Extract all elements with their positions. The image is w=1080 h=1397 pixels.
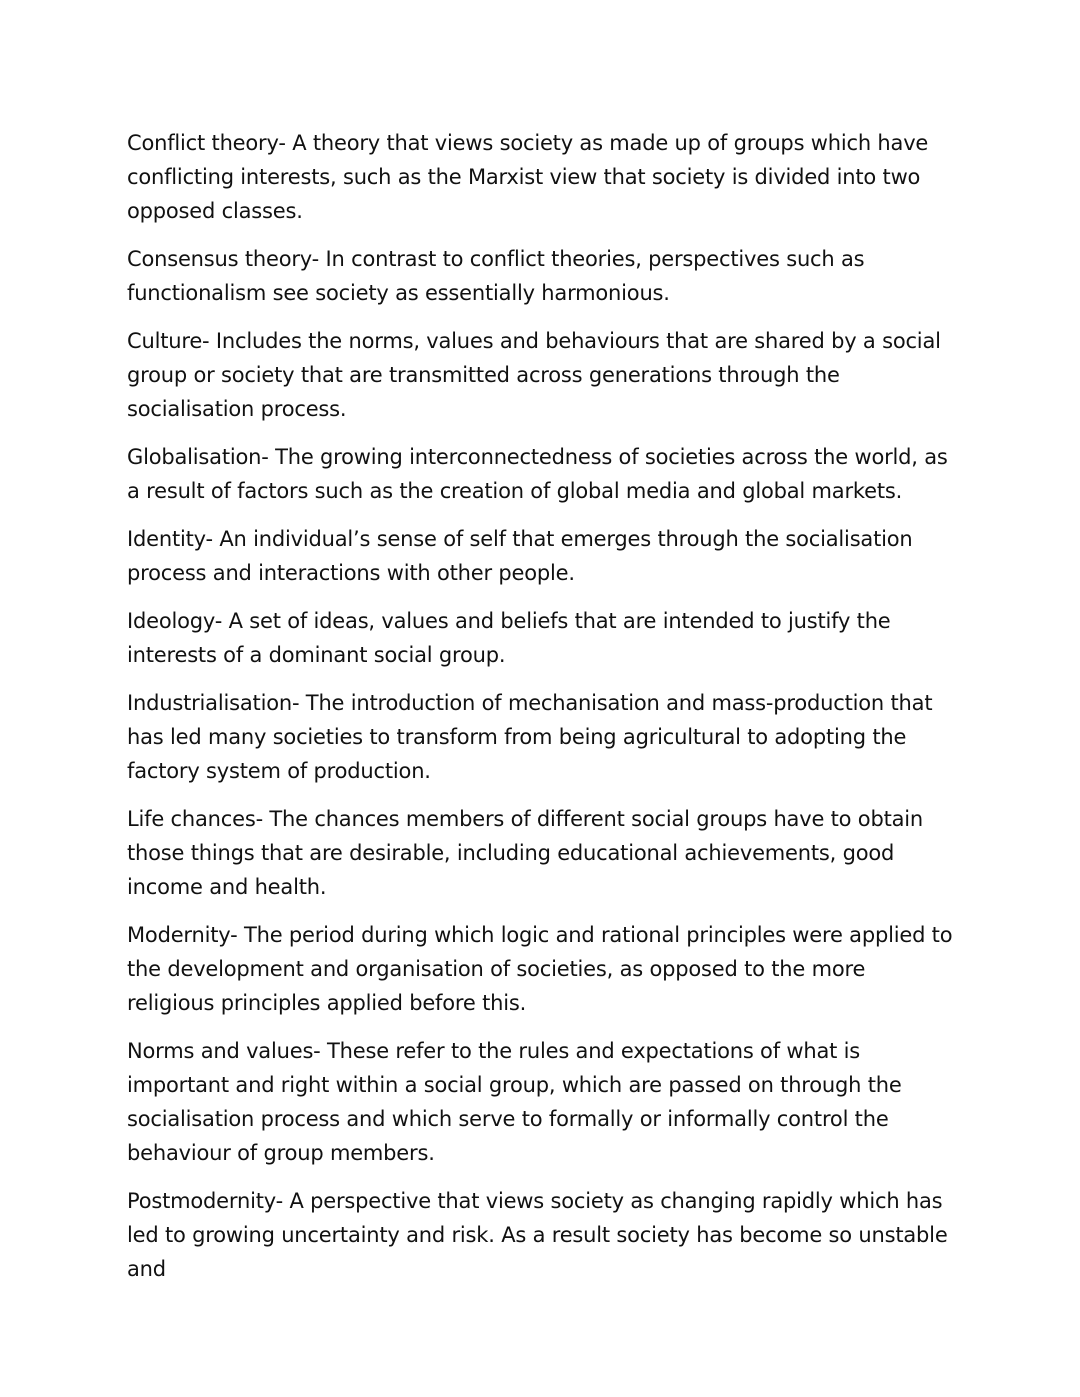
glossary-entry-globalisation: Globalisation- The growing interconnectedness of societies across the world, as a result of factors such as the creation of global media and global markets. [127,445,948,503]
glossary-entry-modernity: Modernity- The period during which logic and rational principles were applied to the development and organisation of societies, as opposed to the more religious principles applied before this. [127,923,953,1015]
glossary-entry-postmodernity: Postmodernity- A perspective that views society as changing rapidly which has led to growing uncertainty and risk. As a result society has become so unstable and [127,1189,948,1281]
glossary-entry-culture: Culture- Includes the norms, values and behaviours that are shared by a social group or society that are transmitted across generations through the socialisation process. [127,329,941,421]
glossary-entry-consensus-theory: Consensus theory- In contrast to conflict theories, perspectives such as functionalism see society as essentially harmonious. [127,247,865,305]
glossary-entry-conflict-theory: Conflict theory- A theory that views society as made up of groups which have conflicting interests, such as the Marxist view that society is divided into two opposed classes. [127,131,929,223]
glossary-entry-industrialisation: Industrialisation- The introduction of mechanisation and mass-production that has led many societies to transform from being agricultural to adopting the factory system of production. [127,691,933,783]
glossary-page [127,126,957,1300]
glossary-entry-norms-and-values: Norms and values- These refer to the rules and expectations of what is important and right within a social group, which are passed on through the socialisation process and which serve to formally or informally control the behaviour of group members. [127,1039,902,1165]
glossary-entry-identity: Identity- An individual’s sense of self that emerges through the socialisation process and interactions with other people. [127,527,913,585]
glossary-entry-ideology: Ideology- A set of ideas, values and beliefs that are intended to justify the interests of a dominant social group. [127,609,891,667]
glossary-entry-life-chances: Life chances- The chances members of different social groups have to obtain those things that are desirable, including educational achievements, good income and health. [127,807,924,899]
